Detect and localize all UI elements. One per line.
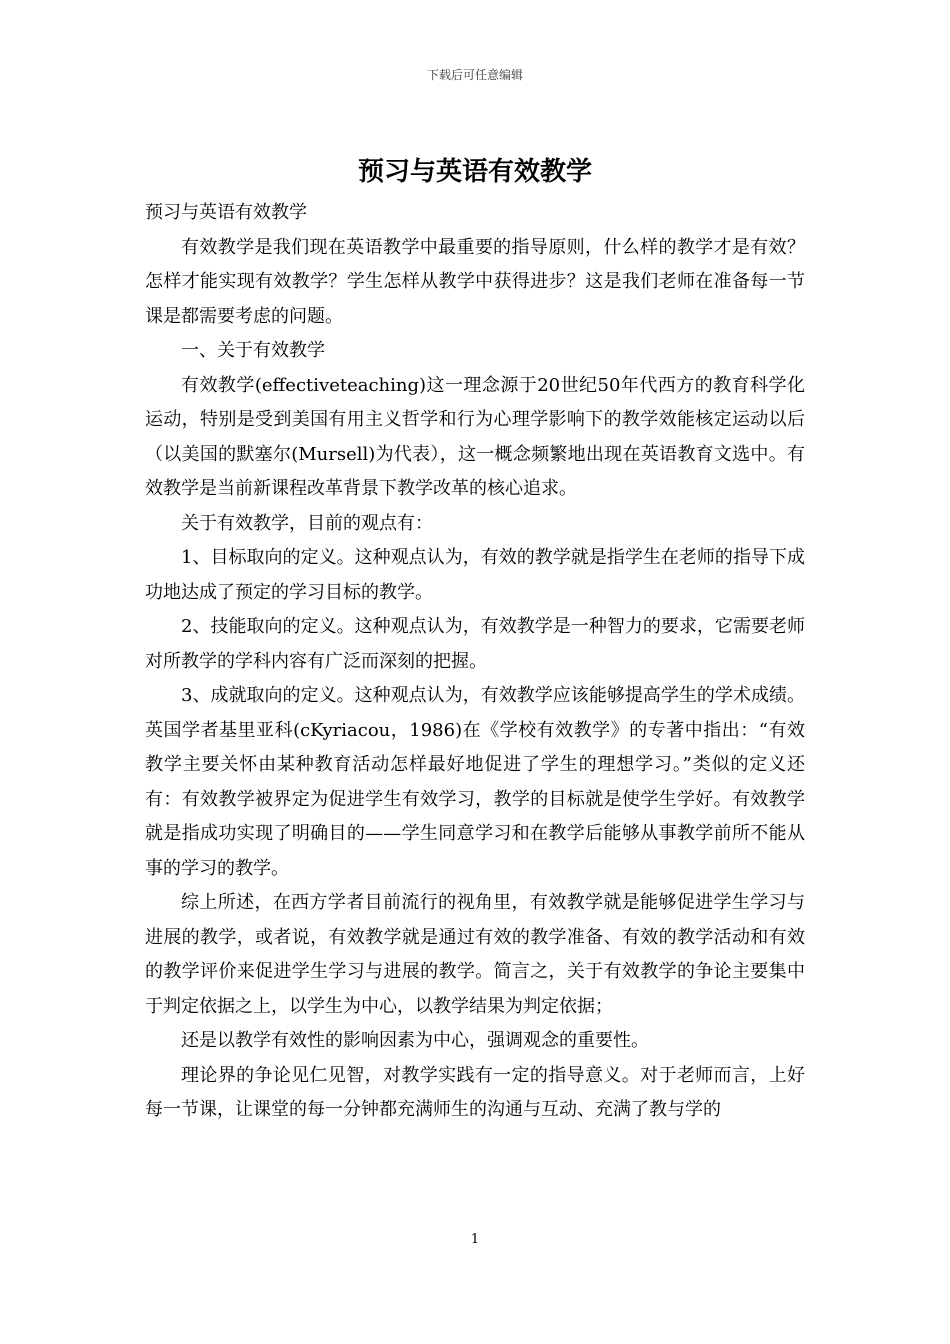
section-heading: 一、关于有效教学 bbox=[181, 340, 325, 361]
document-title: 预习与英语有效教学 bbox=[357, 157, 592, 187]
document-body bbox=[145, 196, 805, 1128]
list-item: 2、技能取向的定义。这种观点认为，有效教学是一种智力的要求，它需要老师对所教学的学科内容有广泛而深刻的把握。 bbox=[145, 616, 805, 672]
paragraph: 有效教学是我们现在英语教学中最重要的指导原则，什么样的教学才是有效？怎样才能实现有效教学？学生怎样从教学中获得进步？这是我们老师在准备每一节课是都需要考虑的问题。 bbox=[145, 236, 805, 327]
paragraph: 还是以教学有效性的影响因素为中心，强调观念的重要性。 bbox=[181, 1030, 649, 1051]
header-note: 下载后可任意编辑 bbox=[426, 68, 523, 82]
paragraph: 理论界的争论见仁见智，对教学实践有一定的指导意义。对于老师而言，上好每一节课，让课堂的每一分钟都充满师生的沟通与互动、充满了教与学的 bbox=[145, 1064, 805, 1120]
list-item: 3、成就取向的定义。这种观点认为，有效教学应该能够提高学生的学术成绩。英国学者基里亚科(cKyriacou，1986)在《学校有效教学》的专著中指出：“有效教学主要关怀由某种教育活动怎样最好地促进了学生的理想学习。”类似的定义还有：有效教学被界定为促进学生有效学习，教学的目标就是使学生学好。有效教学就是指成功实现了明确目的——学生同意学习和在教学后能够从事教学前所不能从事的学习的教学。 bbox=[145, 685, 805, 879]
list-item: 1、目标取向的定义。这种观点认为，有效的教学就是指学生在老师的指导下成功地达成了预定的学习目标的教学。 bbox=[145, 547, 805, 603]
paragraph: 有效教学(effectiveteaching)这一理念源于20世纪50年代西方的教育科学化运动，特别是受到美国有用主义哲学和行为心理学影响下的教学效能核定运动以后（以美国的默塞尔(Mursell)为代表），这一概念频繁地出现在英语教育文选中。有效教学是当前新课程改革背景下教学改革的核心追求。 bbox=[145, 374, 805, 499]
page-number: 1 bbox=[470, 1232, 480, 1247]
paragraph: 综上所述，在西方学者目前流行的视角里，有效教学就是能够促进学生学习与进展的教学，或者说，有效教学就是通过有效的教学准备、有效的教学活动和有效的教学评价来促进学生学习与进展的教学。简言之，关于有效教学的争论主要集中于判定依据之上，以学生为中心，以教学结果为判定依据； bbox=[145, 892, 805, 1017]
paragraph-subtitle: 预习与英语有效教学 bbox=[145, 202, 307, 223]
paragraph: 关于有效教学，目前的观点有： bbox=[181, 512, 433, 534]
